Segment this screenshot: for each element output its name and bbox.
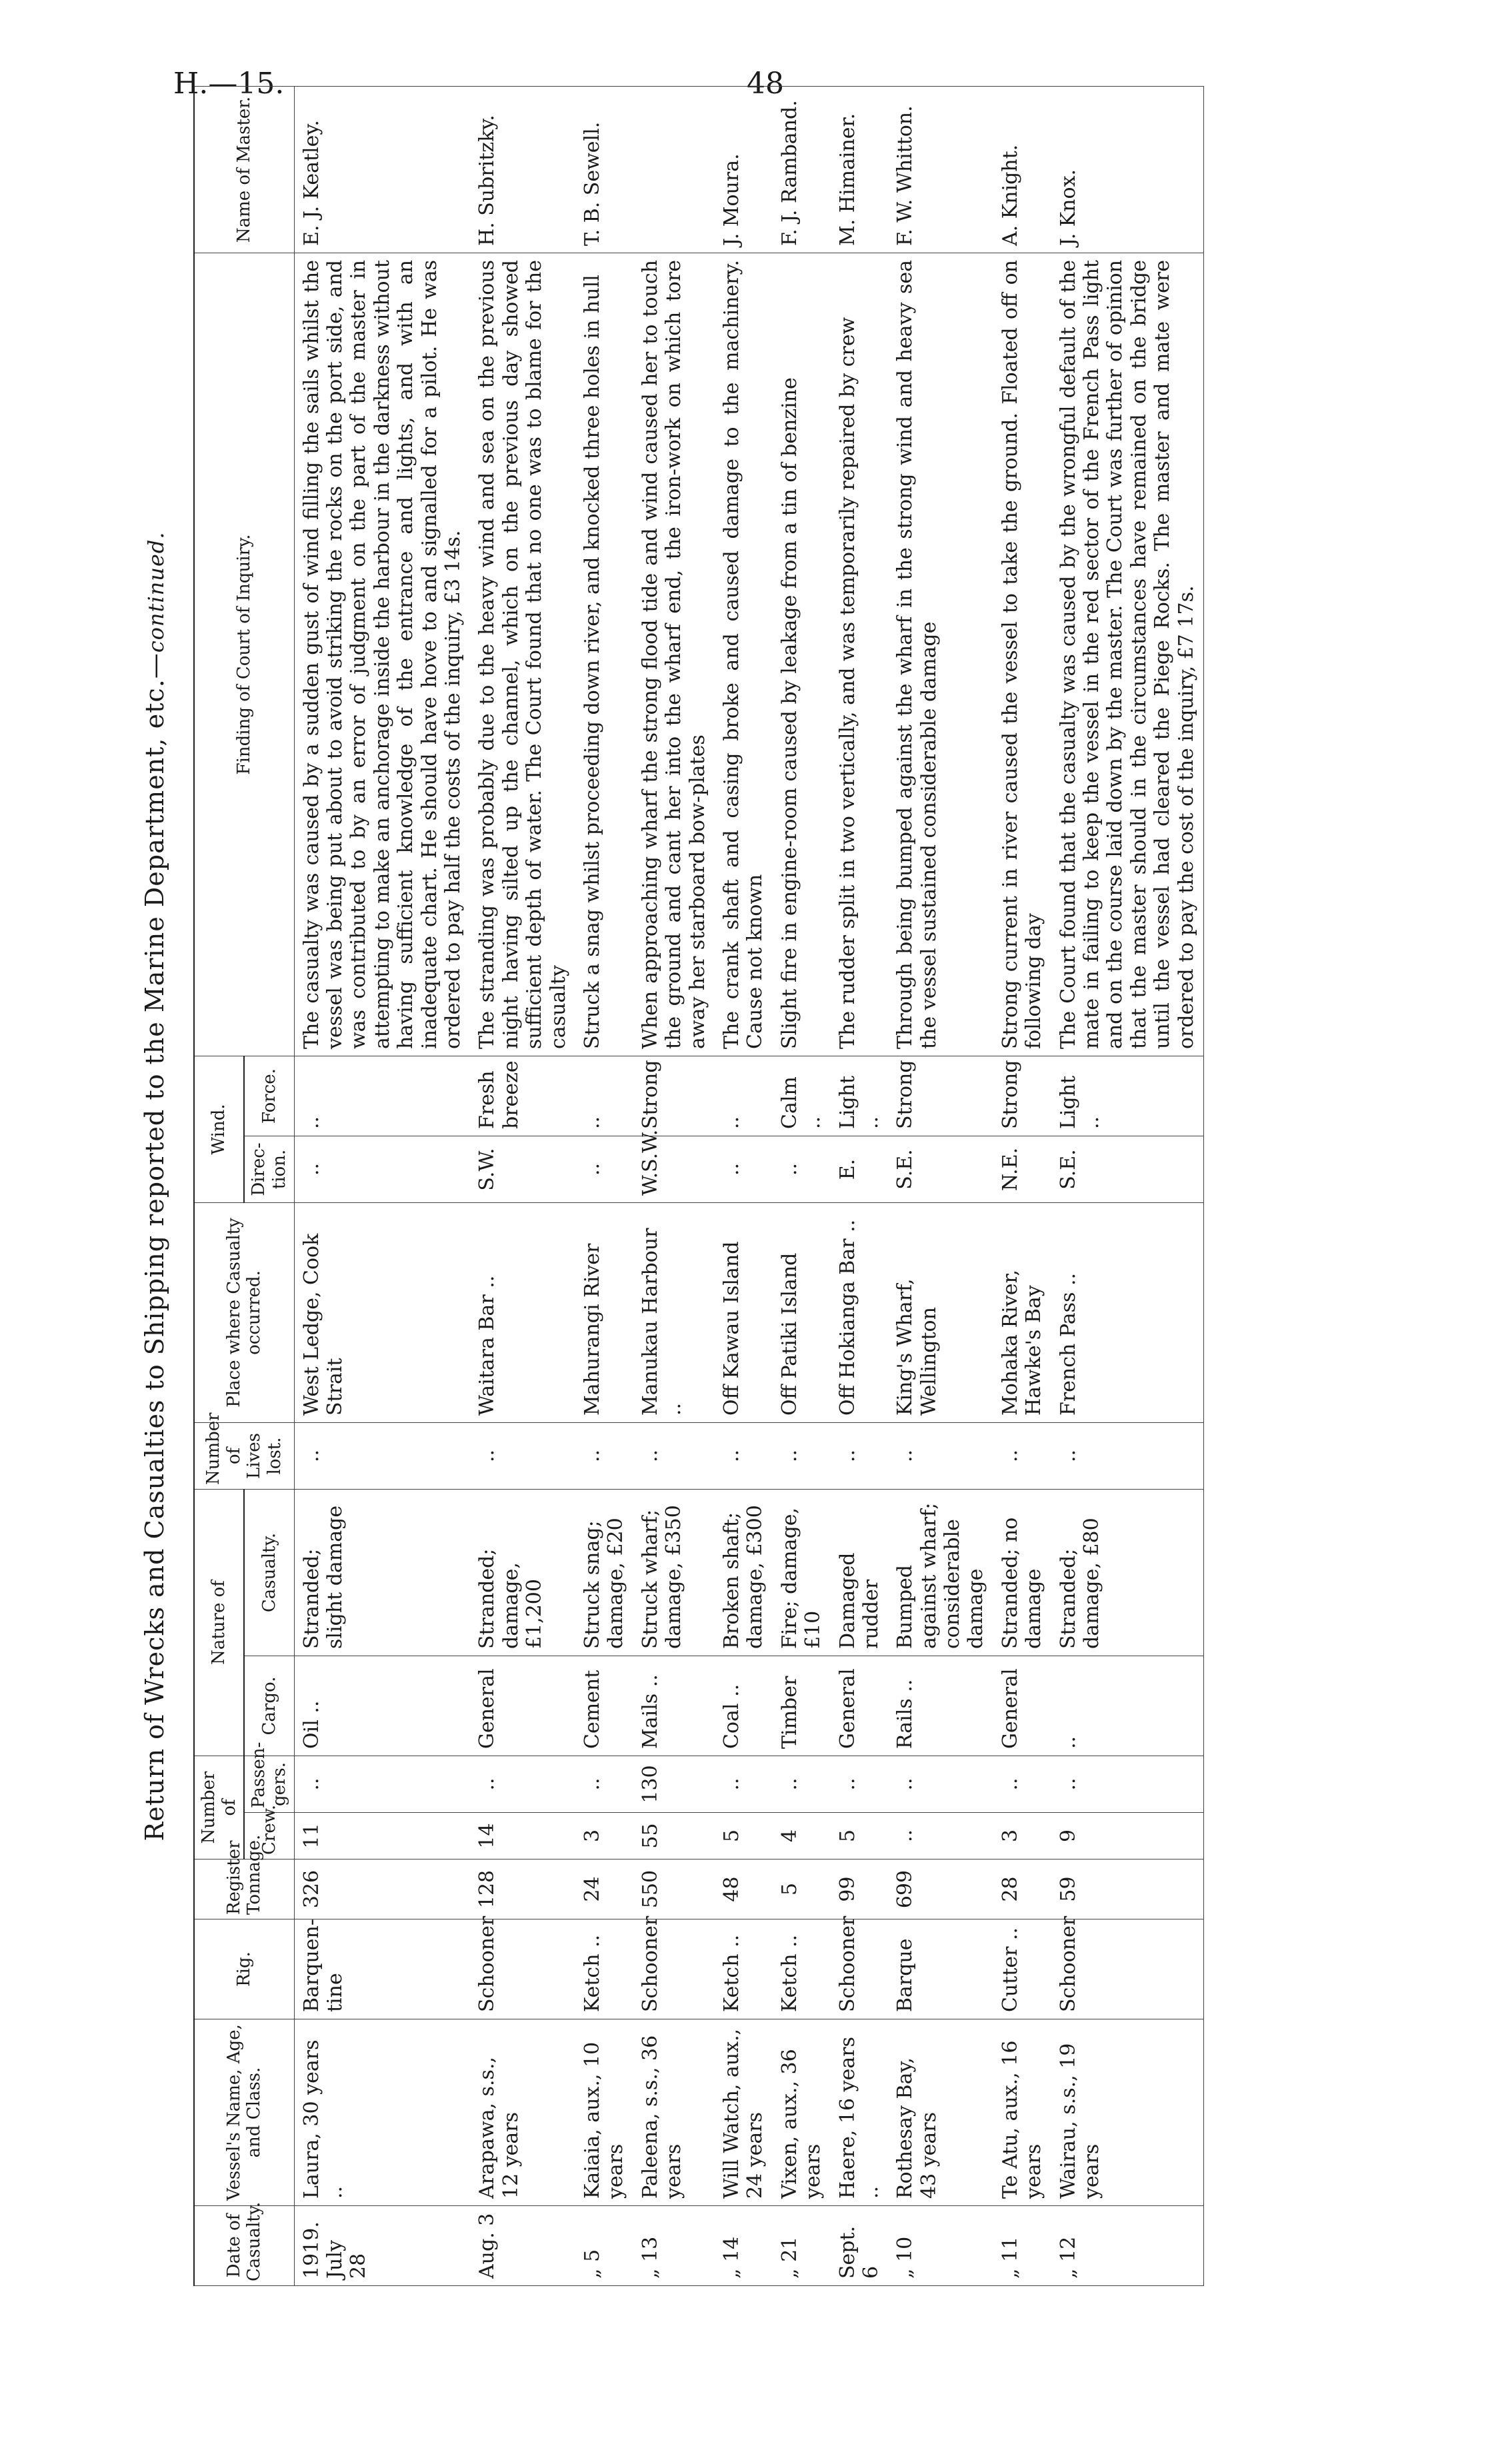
cell-vessel: Will Watch, aux., 24 years	[715, 2019, 773, 2206]
header-row-1	[194, 87, 244, 2286]
col-vessel: Vessel's Name, Age, and Class.	[194, 2019, 294, 2206]
cell-lives: ..	[633, 1423, 715, 1490]
cell-tonnage: 28	[993, 1859, 1051, 1919]
cell-rig: Schooner	[633, 1919, 715, 2019]
cell-vessel: Paleena, s.s., 36 years	[633, 2019, 715, 2206]
cell-direction: E.	[831, 1136, 889, 1203]
col-rig: Rig.	[194, 1919, 294, 2019]
cell-direction: W.S.W.	[633, 1136, 715, 1203]
cell-crew: ..	[888, 1813, 993, 1859]
table-row	[575, 87, 633, 2286]
cell-passengers: ..	[715, 1756, 773, 1813]
cell-vessel: Vixen, aux., 36 years	[773, 2019, 831, 2206]
cell-place: Manukau Harbour ..	[633, 1203, 715, 1423]
cell-cargo: General	[470, 1656, 575, 1756]
col-date: Date of Casualty.	[194, 2206, 294, 2286]
cell-casualty: Damaged rudder	[831, 1490, 889, 1656]
table-title-main: Return of Wrecks and Casualties to Shipping reported to the Marine Department, etc.—	[140, 652, 169, 1842]
cell-date: 1919. July 28	[294, 2206, 470, 2286]
col-master: Name of Master.	[194, 87, 294, 253]
col-place: Place where Casualty occurred.	[194, 1203, 294, 1423]
cell-cargo: Oil ..	[294, 1656, 470, 1756]
cell-master: F. W. Whitton.	[888, 87, 993, 253]
cell-force: Fresh breeze	[470, 1056, 575, 1136]
cell-cargo: General	[831, 1656, 889, 1756]
cell-finding: When approaching wharf the strong flood tide and wind caused her to touch the ground and cant her into the wharf end, the iron-work on which tore away her starboard bow-plates	[633, 253, 715, 1056]
cell-cargo: Cement	[575, 1656, 633, 1756]
cell-rig: Schooner	[831, 1919, 889, 2019]
table-row	[470, 87, 575, 2286]
cell-passengers: ..	[831, 1756, 889, 1813]
cell-casualty: Stranded; damage, £1,200	[470, 1490, 575, 1656]
cell-date: Aug. 3	[470, 2206, 575, 2286]
cell-crew: 3	[993, 1813, 1051, 1859]
cell-casualty: Stranded; no damage	[993, 1490, 1051, 1656]
cell-master: J. Moura.	[715, 87, 773, 253]
col-direction: Direc-tion.	[244, 1136, 294, 1203]
cell-tonnage: 326	[294, 1859, 470, 1919]
cell-passengers: ..	[993, 1756, 1051, 1813]
cell-direction: ..	[773, 1136, 831, 1203]
cell-vessel: Arapawa, s.s., 12 years	[470, 2019, 575, 2206]
cell-casualty: Stranded; damage, £80	[1051, 1490, 1204, 1656]
cell-lives: ..	[773, 1423, 831, 1490]
cell-date: Sept. 6	[831, 2206, 889, 2286]
cell-direction: S.E.	[888, 1136, 993, 1203]
cell-cargo: General	[993, 1656, 1051, 1756]
cell-passengers: ..	[470, 1756, 575, 1813]
cell-master: F. J. Ramband.	[773, 87, 831, 253]
cell-place: French Pass ..	[1051, 1203, 1204, 1423]
cell-crew: 14	[470, 1813, 575, 1859]
cell-rig: Barque	[888, 1919, 993, 2019]
cell-lives: ..	[888, 1423, 993, 1490]
cell-master: J. Knox.	[1051, 87, 1204, 253]
cell-casualty: Fire; damage, £10	[773, 1490, 831, 1656]
cell-direction: ..	[575, 1136, 633, 1203]
cell-rig: Schooner	[1051, 1919, 1204, 2019]
cell-passengers: ..	[1051, 1756, 1204, 1813]
cell-rig: Cutter ..	[993, 1919, 1051, 2019]
cell-rig: Ketch ..	[773, 1919, 831, 2019]
rotated-table-page	[140, 87, 1373, 2286]
casualties-table	[193, 86, 1204, 2286]
cell-master: E. J. Keatley.	[294, 87, 470, 253]
cell-master: T. B. Sewell.	[575, 87, 633, 253]
cell-crew: 55	[633, 1813, 715, 1859]
cell-vessel: Wairau, s.s., 19 years	[1051, 2019, 1204, 2206]
cell-finding: The stranding was probably due to the heavy wind and sea on the previous night having silted up the channel, which on the previous day showed sufficient depth of water. The Court found that no one was to blame for the casualty	[470, 253, 575, 1056]
cell-cargo: Rails ..	[888, 1656, 993, 1756]
col-passengers: Passen-gers.	[244, 1756, 294, 1813]
col-nature-of: Nature of	[194, 1490, 244, 1756]
cell-rig: Barquen-tine	[294, 1919, 470, 2019]
col-crew: Crew.	[244, 1813, 294, 1859]
table-title-continued: continued.	[143, 531, 169, 653]
cell-date: „ 14	[715, 2206, 773, 2286]
cell-cargo: ..	[1051, 1656, 1204, 1756]
cell-casualty: Struck wharf; damage, £350	[633, 1490, 715, 1656]
cell-place: Off Kawau Island	[715, 1203, 773, 1423]
cell-force: ..	[715, 1056, 773, 1136]
cell-date: „ 11	[993, 2206, 1051, 2286]
cell-rig: Schooner	[470, 1919, 575, 2019]
cell-passengers: ..	[888, 1756, 993, 1813]
cell-finding: The Court found that the casualty was caused by the wrongful default of the mate in failing to keep the vessel in the red sector of the French Pass light and on the course laid down by the master. The Court was further of opinion that the master should in the circumstances have remained on the bridge until the vessel had cleared the Piege Rocks. The master and mate were ordered to pay the cost of the inquiry, £7 17s.	[1051, 253, 1204, 1056]
cell-tonnage: 48	[715, 1859, 773, 1919]
cell-crew: 3	[575, 1813, 633, 1859]
table-title	[140, 87, 180, 2286]
cell-finding: The casualty was caused by a sudden gust of wind filling the sails whilst the vessel was being put about to avoid striking the rocks on the port side, and was contributed to by an error of judgment on the part of the master in attempting to make an anchorage inside the harbour in the darkness without having sufficient knowledge of the entrance and lights, and with an inadequate chart. He should have hove to and signalled for a pilot. He was ordered to pay half the costs of the inquiry, £3 14s.	[294, 253, 470, 1056]
col-lives: Number of Lives lost.	[194, 1423, 294, 1490]
cell-force: Strong	[633, 1056, 715, 1136]
cell-force: ..	[575, 1056, 633, 1136]
cell-force: Strong	[888, 1056, 993, 1136]
cell-finding: Slight fire in engine-room caused by leakage from a tin of benzine	[773, 253, 831, 1056]
cell-direction: ..	[715, 1136, 773, 1203]
cell-finding: Struck a snag whilst proceeding down river, and knocked three holes in hull	[575, 253, 633, 1056]
cell-force: Light ..	[831, 1056, 889, 1136]
col-wind: Wind.	[194, 1056, 244, 1203]
table-row	[715, 87, 773, 2286]
cell-place: West Ledge, Cook Strait	[294, 1203, 470, 1423]
cell-force: Calm ..	[773, 1056, 831, 1136]
col-force: Force.	[244, 1056, 294, 1136]
cell-master: A. Knight.	[993, 87, 1051, 253]
cell-lives: ..	[470, 1423, 575, 1490]
cell-lives: ..	[575, 1423, 633, 1490]
col-cargo: Cargo.	[244, 1656, 294, 1756]
cell-rig: Ketch ..	[715, 1919, 773, 2019]
table-row	[294, 87, 470, 2286]
col-number-of: Number of	[194, 1756, 244, 1859]
cell-force: Light ..	[1051, 1056, 1204, 1136]
cell-date: „ 10	[888, 2206, 993, 2286]
cell-force: ..	[294, 1056, 470, 1136]
cell-passengers: 130	[633, 1756, 715, 1813]
col-tonnage: Register Tonnage.	[194, 1859, 294, 1919]
cell-tonnage: 59	[1051, 1859, 1204, 1919]
table-row	[888, 87, 993, 2286]
cell-tonnage: 128	[470, 1859, 575, 1919]
cell-casualty: Bumped against wharf; considerable damage	[888, 1490, 993, 1656]
cell-passengers: ..	[575, 1756, 633, 1813]
cell-vessel: Kaiaia, aux., 10 years	[575, 2019, 633, 2206]
cell-tonnage: 24	[575, 1859, 633, 1919]
cell-place: Off Patiki Island	[773, 1203, 831, 1423]
cell-crew: 5	[715, 1813, 773, 1859]
cell-cargo: Timber	[773, 1656, 831, 1756]
cell-rig: Ketch ..	[575, 1919, 633, 2019]
table-row	[633, 87, 715, 2286]
cell-crew: 5	[831, 1813, 889, 1859]
cell-date: „ 5	[575, 2206, 633, 2286]
cell-date: „ 12	[1051, 2206, 1204, 2286]
cell-tonnage: 550	[633, 1859, 715, 1919]
cell-casualty: Broken shaft; damage, £300	[715, 1490, 773, 1656]
cell-lives: ..	[715, 1423, 773, 1490]
cell-place: Mohaka River, Hawke's Bay	[993, 1203, 1051, 1423]
cell-master: H. Subritzky.	[470, 87, 575, 253]
cell-vessel: Rothesay Bay, 43 years	[888, 2019, 993, 2206]
cell-tonnage: 699	[888, 1859, 993, 1919]
cell-place: Off Hokianga Bar ..	[831, 1203, 889, 1423]
document-reference: H.—15.	[173, 67, 285, 101]
cell-cargo: Mails ..	[633, 1656, 715, 1756]
col-finding: Finding of Court of Inquiry.	[194, 253, 294, 1056]
cell-finding: Strong current in river caused the vessel to take the ground. Floated off on following day	[993, 253, 1051, 1056]
table-row	[1051, 87, 1204, 2286]
cell-direction: S.E.	[1051, 1136, 1204, 1203]
cell-vessel: Haere, 16 years ..	[831, 2019, 889, 2206]
cell-casualty: Stranded; slight damage	[294, 1490, 470, 1656]
cell-vessel: Laura, 30 years ..	[294, 2019, 470, 2206]
cell-direction: N.E.	[993, 1136, 1051, 1203]
table-row	[993, 87, 1051, 2286]
cell-passengers: ..	[773, 1756, 831, 1813]
cell-crew: 9	[1051, 1813, 1204, 1859]
cell-lives: ..	[294, 1423, 470, 1490]
cell-casualty: Struck snag; damage, £20	[575, 1490, 633, 1656]
table-row	[831, 87, 889, 2286]
cell-place: Waitara Bar ..	[470, 1203, 575, 1423]
cell-crew: 11	[294, 1813, 470, 1859]
cell-lives: ..	[831, 1423, 889, 1490]
page-number: 48	[747, 67, 784, 101]
cell-tonnage: 99	[831, 1859, 889, 1919]
cell-passengers: ..	[294, 1756, 470, 1813]
cell-lives: ..	[1051, 1423, 1204, 1490]
cell-date: „ 13	[633, 2206, 715, 2286]
table-row	[773, 87, 831, 2286]
cell-master	[633, 87, 715, 253]
cell-force: Strong	[993, 1056, 1051, 1136]
cell-lives: ..	[993, 1423, 1051, 1490]
cell-crew: 4	[773, 1813, 831, 1859]
cell-direction: S.W.	[470, 1136, 575, 1203]
cell-master: M. Himainer.	[831, 87, 889, 253]
cell-cargo: Coal ..	[715, 1656, 773, 1756]
cell-finding: The crank shaft and casing broke and caused damage to the machinery. Cause not known	[715, 253, 773, 1056]
cell-finding: Through being bumped against the wharf in the strong wind and heavy sea the vessel sustained considerable damage	[888, 253, 993, 1056]
cell-date: „ 21	[773, 2206, 831, 2286]
col-casualty: Casualty.	[244, 1490, 294, 1656]
cell-place: Mahurangi River	[575, 1203, 633, 1423]
cell-finding: The rudder split in two vertically, and was temporarily repaired by crew	[831, 253, 889, 1056]
cell-tonnage: 5	[773, 1859, 831, 1919]
cell-place: King's Wharf, Wellington	[888, 1203, 993, 1423]
cell-direction: ..	[294, 1136, 470, 1203]
cell-vessel: Te Atu, aux., 16 years	[993, 2019, 1051, 2206]
